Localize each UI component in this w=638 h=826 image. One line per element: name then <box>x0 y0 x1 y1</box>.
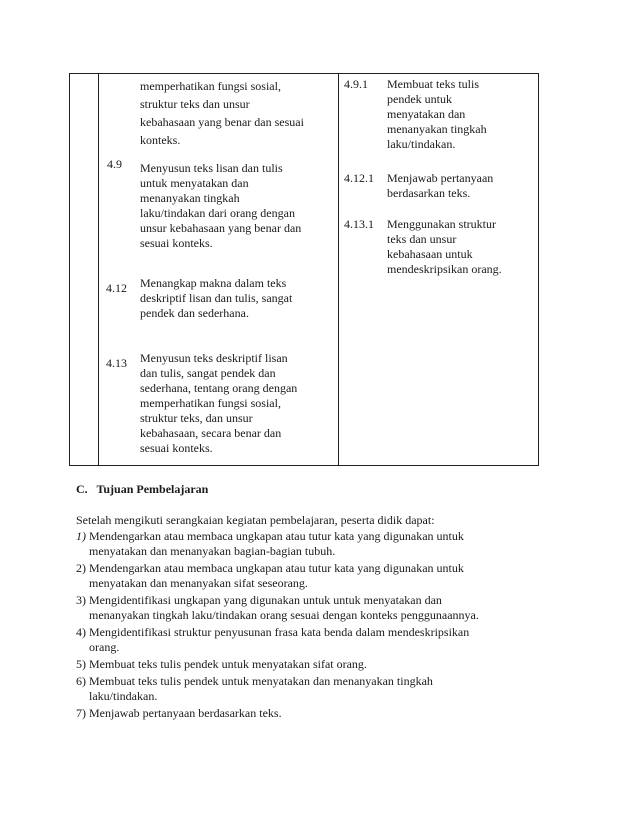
kd-4-12-text: Menangkap makna dalam teks deskriptif lisan dan tulis, sangat pendek dan sederhana. <box>140 276 293 320</box>
list-item-text: Membuat teks tulis pendek untuk menyatakan sifat orang. <box>89 657 367 671</box>
list-item-number: 4) <box>76 625 86 639</box>
list-item-number: 2) <box>76 561 86 575</box>
kd-4-9-text: Menyusun teks lisan dan tulis untuk menyatakan dan menanyakan tingkah laku/tindakan dari orang dengan unsur kebahasaan yang benar dan sesuai konteks. <box>140 161 302 250</box>
indicator-number: 4.12.1 <box>344 171 374 185</box>
table-col-border <box>69 73 70 466</box>
kd-4-13-text: Menyusun teks deskriptif lisan dan tulis, sangat pendek dan sederhana, tentang orang dengan memperhatikan fungsi sosial, struktur teks, dan unsur kebahasaan, secara benar dan sesuai konteks. <box>140 351 298 455</box>
list-item-number: 7) <box>76 706 86 720</box>
list-item-number: 3) <box>76 593 86 607</box>
indicator-number: 4.13.1 <box>344 217 374 231</box>
indicator-text: Membuat teks tulis pendek untuk menyatakan dan menanyakan tingkah laku/tindakan. <box>387 77 487 151</box>
list-item <box>76 625 566 655</box>
list-item <box>76 706 566 721</box>
kd-number: 4.9 <box>107 157 122 171</box>
list-item-text: Menjawab pertanyaan berdasarkan teks. <box>89 706 282 720</box>
list-item-text: Mengidentifikasi struktur penyusunan frasa kata benda dalam mendeskripsikan orang. <box>89 625 470 654</box>
table-col-border <box>538 73 539 466</box>
table-col-border <box>338 73 339 466</box>
table-bottom-border <box>69 465 539 466</box>
kd-4-9-continuation-text: memperhatikan fungsi sosial, struktur teks dan unsur kebahasaan yang benar dan sesuai konteks. <box>140 79 304 147</box>
section-heading: C. Tujuan Pembelajaran <box>76 482 209 496</box>
list-item-number: 1) <box>76 529 86 543</box>
indicator-text: Menggunakan struktur teks dan unsur kebahasaan untuk mendeskripsikan orang. <box>387 217 502 276</box>
list-item-number: 5) <box>76 657 86 671</box>
indicator-number: 4.9.1 <box>344 77 368 91</box>
list-item <box>76 529 566 559</box>
indicator-text: Menjawab pertanyaan berdasarkan teks. <box>387 171 494 200</box>
table-col-border <box>98 73 99 466</box>
list-item-number: 6) <box>76 674 86 688</box>
list-item-text: Membuat teks tulis pendek untuk menyatakan dan menanyakan tingkah laku/tindakan. <box>89 674 433 703</box>
objectives-list <box>76 529 566 721</box>
list-item <box>76 674 566 704</box>
list-item <box>76 593 566 623</box>
list-item-text: Mengidentifikasi ungkapan yang digunakan untuk untuk menyatakan dan menanyakan tingkah laku/tindakan orang sesuai dengan konteks penggunaannya. <box>89 593 479 622</box>
list-item-text: Mendengarkan atau membaca ungkapan atau tutur kata yang digunakan untuk menyatakan dan menanyakan sifat seseorang. <box>89 561 464 590</box>
table-top-border <box>69 73 539 74</box>
section-intro: Setelah mengikuti serangkaian kegiatan pembelajaran, peserta didik dapat: <box>76 513 435 527</box>
list-item-text: Mendengarkan atau membaca ungkapan atau tutur kata yang digunakan untuk menyatakan dan menanyakan bagian-bagian tubuh. <box>89 529 464 558</box>
kd-number: 4.13 <box>106 356 127 370</box>
list-item <box>76 657 566 672</box>
kd-number: 4.12 <box>106 281 127 295</box>
list-item <box>76 561 566 591</box>
